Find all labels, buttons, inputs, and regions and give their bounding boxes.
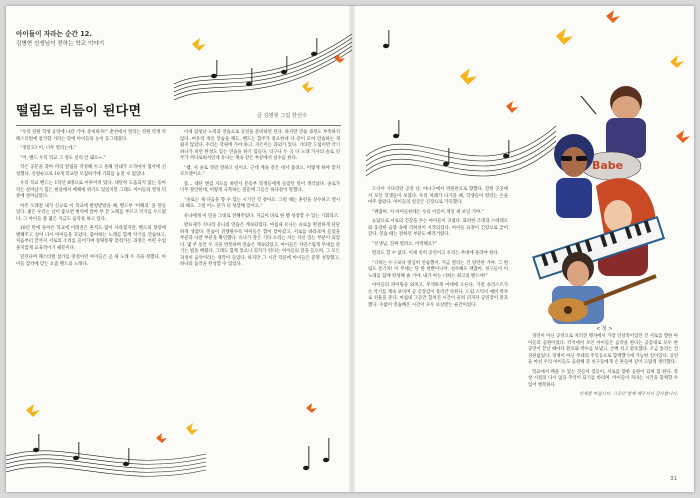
series-title: 아이들이 자라는 순간 12. xyxy=(16,30,92,38)
drum-text: Babe xyxy=(592,159,624,172)
paragraph: 유나에게 이 말을 그대로 전해주었다. 지금이 바로 한 뼘 성장할 수 있는 기회라고. xyxy=(184,213,340,219)
paragraph: 이제 엄청난 노력과 연습으로 공연을 준비하면 된다. 하지만 연습 과정도 부족하지 않다. 여유리 개인 연습을 해도, 밴드는 합주가 중요한데 다 같이 모여 연습하는 게 쉽지 않았다. 수리는 학원에 가야 하고, 지은이는 과외가 있다. 기타만 드럼이만 악기 하나가 비면 완성도 있는 연습을 하기 힘들다. 더구나 두 곡 다 노래 가사의 솔로 연주가 까다로워서인데 유나는 계속 같은 부분에서 실수를 한다. xyxy=(180,130,340,161)
text-column-2 xyxy=(180,130,340,272)
spark-icon xyxy=(460,10,690,143)
series-subtitle: 김병현 선생님이 전하는 학교 이야기 xyxy=(16,41,105,47)
page-gutter xyxy=(349,6,355,492)
paragraph: “어, 밴드 우리 학교 그 정도 실력 안 돼요~.” xyxy=(20,155,106,161)
paragraph: 떨리도 할 수 없다. 이제 친히 공연이고 우리는 무대에 올라야 한다. xyxy=(372,251,500,256)
text-column-3 xyxy=(368,187,508,312)
spark-icon xyxy=(26,404,198,435)
paragraph: “솔로는 제 다음을 향 수 있는 시기인 것 같아요. 그럴 때는 훈련을 실수하고 엘시와 해요. 그럴 어느 분가 더 성장해 있어요.” xyxy=(180,197,340,209)
paragraph: “선생님, 진짜 떨려요. 어떡해요?” xyxy=(372,241,437,247)
paragraph: 밀린다며 페스티벌 참가를 망설이던 아이들은 곧 새 노래 두 곡을 정했다. 아이들 감각에 맞는 요즘 밴드의 노래다. xyxy=(16,255,166,267)
series-end-note: 연재를 마칩니다. 그동안 함께 해주셔서 감사합니다. xyxy=(579,392,678,397)
article-title: 떨림도 리듬이 된다면 xyxy=(16,104,142,119)
music-notes-icon xyxy=(383,30,509,166)
paragraph: “쌤, 저 솔로 정말 잘하고 싶어요. 근데 계속 같은 데서 틀려요. 어떻게 하야 할지 모르겠어요.” xyxy=(180,165,340,177)
magazine-spread xyxy=(6,6,694,492)
music-notes-illustration-top xyxy=(174,24,352,104)
text-column-1 xyxy=(16,130,166,271)
paragraph: “우리 강원 학생 공연에 나갈 거야. 준비하자!” 춘천에서 열리는 강원 학생 악 페스티벌에 참가할 거라는 말에 아이들의 눈이 동그래졌다. xyxy=(16,130,167,142)
paragraph: 경연이 아닌 공연으로 치러진 행사에서 가장 인상적이었던 건 서로를 향한 아이들의 응원이었다. 각지에서 모인 아이들은 음악을 한다는 공감대로 모두 한 공연이 끝날 때마다 환호와 박수를 보냈고, 손뼉 치고 환호했다. 조금 틀리는 건 상관없었다. 경쟁이 아닌 무대의 주인공으로 함께했기에 가능한 일이었다. 공연을 마친 우리 아이들도 응원해 준 친구들에게 손 흔들며 깊이 고맙게 생각했다. xyxy=(528,334,678,365)
paragraph: 농담으로 서로의 긴장을 푸는 아이들이 귀엽다. 화려한 조명과 스테레오와 웅장한 음향 속에 리허설이 시작되었다. 아이들 표정이 긴장으로 굳어갔다. 연습 때는 잘하던 부분도 삐걱거렸다. xyxy=(368,219,508,237)
paragraph: 아주 오래전 내가 신규로 이 학교에 발령받았을 때, 밴드부 ‘이해의’ 을 만들었다. 젊은 우리는 날이 좋으면 변치에 앉아 부 끝 노래를 부르고 악기를 두드렸다. 그 아이들 중 몇은 지금도 음악을 하고 있다. xyxy=(16,203,166,222)
byline: 글 김병현 그림 한선주 xyxy=(257,113,308,119)
paragraph: 우리 학교 밴드는 1학년 8명으로 이루어져 있다. 대단히 도움되지 않는 동아리는 살아남기 힘든 현실에서 매체에 위기도 있었지만 그래도 아이들의 열정 덕분에 살아남았다. xyxy=(16,181,166,199)
text-column-4 xyxy=(528,334,678,402)
paragraph: 발표제가 지나라 유나의 연습은 계속되었다. 마침내 유나는 솔로를 완전하게 단단하게 생겼다. 연습이 진행될수록 아이들은 합이 맞아갔고, 서로를 바라보며 들었을 부분과 나갈 부분을 확인했다. 유나가 잘은 기타 소리는 자는 자신 있는 부분이 되었다. 몇 주 동안 두 곡을 반복하며 연습은 계속되었고, 아이들은 자연스럽게 무대를 즐기는 법을 배웠다. 그래도 함께 있으니 의지가 된다는 아이들의 말을 들으며, 그 모든 과정이 음악이라는 생각이 들었다. 하지만 그 시간 덕분에 아이들은 분명 성장했고, 하나의 음악을 완성할 수 있었다. xyxy=(180,223,340,267)
music-notes-icon xyxy=(33,434,329,470)
section-heading: < 첫 > xyxy=(596,326,613,332)
page-number: 31 xyxy=(670,476,677,482)
music-notes-illustration-bottom xyxy=(6,398,350,492)
paragraph: 드디어 기다리던 공연 날. 야나구에서 박물관으로 향했다. 강원 곳곳에서 모인 학생들이 보였다. 우리 차례가 다가올 때, 학생들이 떨리는 손을 마주 잡았다. 아이들의 얼굴은 긴장으로 가득했다. xyxy=(368,187,508,205)
drummer-figure xyxy=(581,86,646,180)
paragraph: “정말요? 어, 너무 떨리는데.” xyxy=(20,146,77,151)
singer-figure xyxy=(554,134,594,218)
paragraph: “너희는 누구보다 열심히 연습했어. 지금 떨리는 건 당연한 거야. 그 떨림도 즐기자! 이 무대는 단 한 번뿐이니까. 실수해도 괜찮아. 친구들이 이 노래를 함께 완성해 줄 거야. 내가 아는 너희는 최고의 밴드야!” xyxy=(368,260,508,279)
paragraph: 학교에서 배울 수 있는 것들이 있듯이, 서로를 향한 응원이 되며 힘 한다. 학창 시절의 다시 없을 추억이 되기를 바라며. 아이들이 자라는 시간을 함께할 수 있어 행복하다. xyxy=(528,369,678,388)
paragraph: 아이들의 파이팅을 외치고, 무색하게 마대에 오른다. 가진 솔리스트가 손 악기를 계속 보이며 곧 긴장감이 흘러간 뜻한다. 드럼 스틱이 예비 박자로 선율을 준다. 마침내 그들만 합쳐진 시간이 울려 퍼지자 공연장이 환호했다. 수없이 연습해온 시간이 모두 보상받는 순간이었다. xyxy=(368,283,508,308)
paragraph: 작은 공문을 찾아 미리 알림을 작성해 두고 올해 연내가 오자마자 협서에 신청했다. 신청순으로 10개 학교만 모집하기에 기회를 놓칠 수 없었다. xyxy=(16,165,166,177)
paragraph: 10년 만에 돌아온 학교에 이래전은 흔적도 없이 사라졌지만, 밴드의 향장에 별해주고 싶어 다시 아이들을 모았다. 좋아하는 노래를 함께 악기를 연습하고, 처음부터 끝까지 서로의 소리를 들어가며 똥땅똥땅 맞춰가는 과정은 어떤 수업 못지않게 교육적이기 때문이다. xyxy=(16,226,166,251)
paragraph: 흠... 대단 엔검 지도를 하면서 문동부 학생들에게 들었던 말이 생각났다. 솔로가 너무 잘안한데, 어떻게 극복하는 질문에 그들은 하나같이 말했다. xyxy=(180,181,340,193)
title-rule xyxy=(16,125,341,126)
paragraph: “괜찮아. 저 아이들한테는 우리 이름이 계일 세 보일 거야.” xyxy=(372,209,484,215)
